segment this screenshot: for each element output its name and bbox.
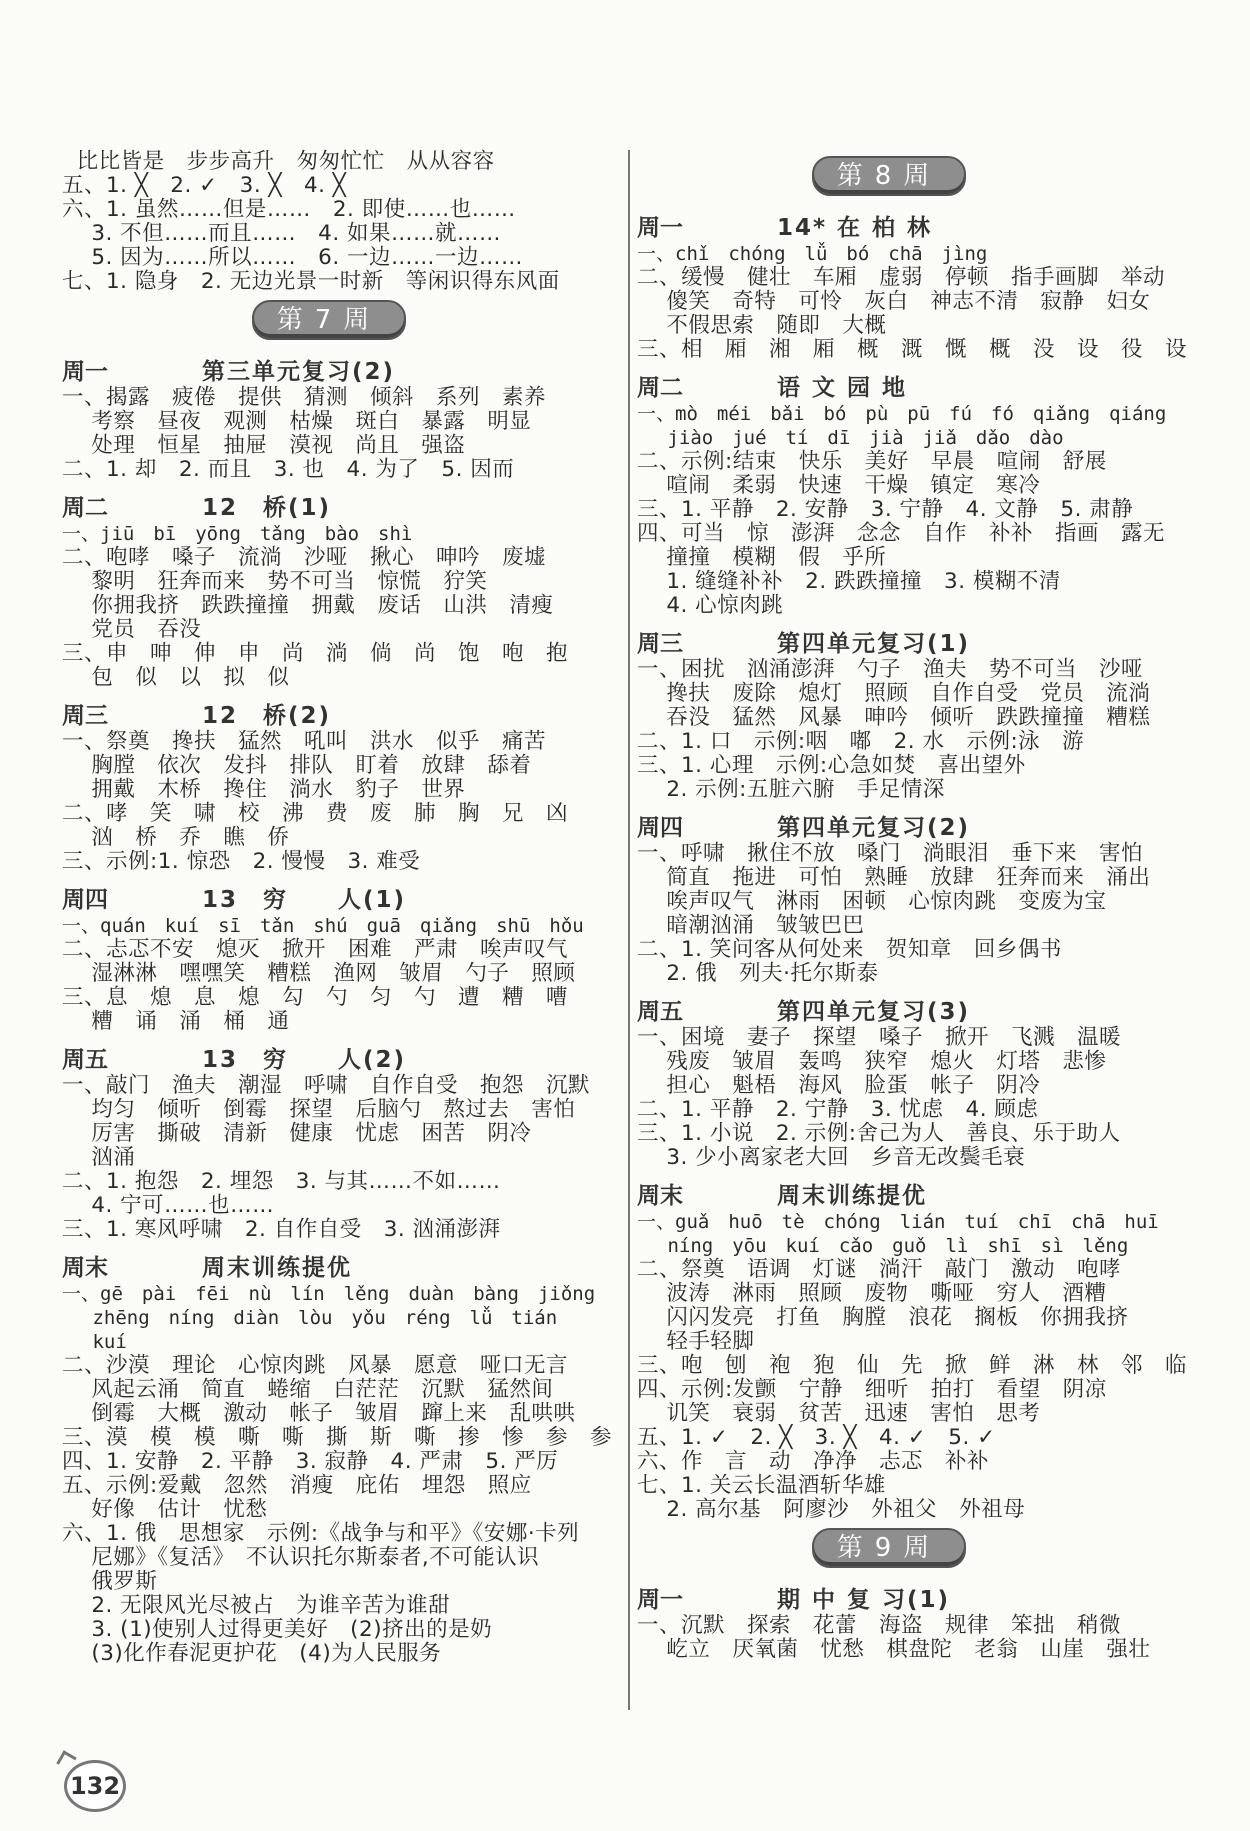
answer-line: 3. (1)使别人过得更美好 (2)挤出的是奶: [62, 1617, 493, 1642]
answer-line: 搀扶 废除 熄灯 照顾 自作自受 党员 流淌: [637, 681, 1151, 706]
week-banner: 第9周: [812, 1528, 966, 1568]
pinyin-answer-line: 一、quán kuí sī tǎn shú guā qiǎng shū hǒu: [62, 915, 584, 937]
answer-line: 一、困扰 汹涌澎湃 勺子 渔夫 势不可当 沙哑: [637, 657, 1144, 682]
section-day-label: 周四: [637, 815, 683, 841]
left-column: [62, 150, 622, 1666]
answer-line: 2. 无限风光尽被占 为谁辛苦为谁甜: [62, 1593, 451, 1618]
answer-line: 轻手轻脚: [637, 1329, 755, 1354]
answer-line: 屹立 厌氧菌 忧愁 棋盘陀 老翁 山崖 强壮: [637, 1637, 1151, 1662]
answer-line: 三、示例:1. 惊恐 2. 慢慢 3. 难受: [62, 849, 421, 874]
answer-line: 俄罗斯: [62, 1569, 158, 1594]
section-day-label: 周三: [637, 631, 683, 657]
section-header: [62, 346, 622, 386]
answer-line: 二、忐忑不安 熄灭 掀开 困难 严肃 唉声叹气: [62, 937, 569, 962]
answer-line: 三、1. 心理 示例:心急如焚 喜出望外: [637, 753, 1026, 778]
answer-line: 六、作 言 动 净净 忐忑 补补: [637, 1449, 990, 1474]
section-header: [62, 482, 622, 522]
answer-line: 四、可当 惊 澎湃 念念 自作 补补 指画 露无: [637, 521, 1166, 546]
section-day-label: 周三: [62, 703, 108, 729]
answer-line: 吞没 猛然 风暴 呻吟 倾听 跌跌撞撞 糟糕: [637, 705, 1151, 730]
section-day-label: 周一: [62, 359, 108, 385]
answer-line: 三、1. 寒风呼啸 2. 自作自受 3. 汹涌澎湃: [62, 1217, 501, 1242]
answer-line: 三、申 呻 伸 申 尚 淌 倘 尚 饱 咆 抱: [62, 641, 569, 666]
answer-line: 喧闹 柔弱 快速 干燥 镇定 寒冷: [637, 473, 1041, 498]
page-number: 132: [64, 1760, 126, 1812]
answer-line: 五、1. ╳ 2. ✓ 3. ╳ 4. ╳: [62, 173, 347, 198]
answer-line: 黎明 狂奔而来 势不可当 惊慌 狞笑: [62, 569, 488, 594]
week-banner: 第8周: [812, 156, 966, 196]
answer-line: 担心 魁梧 海风 脸蛋 帐子 阴冷: [637, 1073, 1041, 1098]
answer-line: 一、敲门 渔夫 潮湿 呼啸 自作自受 抱怨 沉默: [62, 1073, 591, 1098]
section-header: [637, 1574, 1197, 1614]
pinyin-answer-line: 一、mò méi bǎi bó pù pū fú fó qiǎng qiáng: [637, 403, 1167, 425]
answer-line: 4. 宁可……也……: [62, 1193, 275, 1218]
section-title: 第四单元复习(1): [777, 631, 971, 657]
week-banner: 第7周: [252, 300, 406, 340]
answer-line: 三、相 厢 湘 厢 概 溉 慨 概 没 设 役 设: [637, 337, 1188, 362]
section-day-label: 周末: [637, 1183, 683, 1209]
section-day-label: 周一: [637, 1587, 683, 1613]
answer-line: 3. 少小离家老大回 乡音无改鬓毛衰: [637, 1145, 1026, 1170]
section-day-label: 周四: [62, 887, 108, 913]
section-title: 第三单元复习(2): [202, 359, 396, 385]
pinyin-answer-line: 一、guǎ huō tè chóng lián tuí chī chā huī: [637, 1211, 1159, 1233]
section-day-label: 周末: [62, 1255, 108, 1281]
section-title: 12 桥(1): [202, 495, 332, 521]
pinyin-answer-line: 一、gē pài fēi nù lín lěng duàn bàng jiǒng: [62, 1283, 596, 1305]
answer-line: 处理 恒星 抽屉 漠视 尚且 强盗: [62, 433, 466, 458]
answer-line: 3. 不但……而且…… 4. 如果……就……: [62, 221, 502, 246]
section-day-label: 周一: [637, 215, 683, 241]
answer-line: 七、1. 关云长温酒斩华雄: [637, 1473, 886, 1498]
section-header: [637, 1170, 1197, 1210]
answer-line: 一、困境 妻子 探望 嗓子 掀开 飞溅 温暖: [637, 1025, 1122, 1050]
section-title: 14* 在 柏 林: [777, 215, 933, 241]
section-title: 12 桥(2): [202, 703, 332, 729]
pinyin-answer-line: kuí: [62, 1331, 127, 1353]
answer-line: 三、1. 小说 2. 示例:舍己为人 善良、乐于助人: [637, 1121, 1121, 1146]
section-title: 期 中 复 习(1): [777, 1587, 951, 1613]
right-column: [637, 150, 1197, 1662]
answer-line: 2. 俄 列夫·托尔斯泰: [637, 961, 879, 986]
answer-line: 二、缓慢 健壮 车厢 虚弱 停顿 指手画脚 举动: [637, 265, 1166, 290]
answer-line: 五、示例:爱戴 忽然 消瘦 庇佑 埋怨 照应: [62, 1473, 532, 1498]
answer-line: 2. 高尔基 阿廖沙 外祖父 外祖母: [637, 1497, 1026, 1522]
answer-line: 二、咆哮 嗓子 流淌 沙哑 揪心 呻吟 废墟: [62, 545, 547, 570]
pinyin-answer-line: zhēng níng diàn lòu yǒu réng lǚ tián: [62, 1307, 558, 1329]
answer-line: 党员 吞没: [62, 617, 202, 642]
answer-line: 三、息 熄 息 熄 勾 勺 匀 勺 遭 糟 嘈: [62, 985, 569, 1010]
answer-line: 三、1. 平静 2. 安静 3. 宁静 4. 文静 5. 肃静: [637, 497, 1134, 522]
answer-line: 不假思索 随即 大概: [637, 313, 887, 338]
answer-line: 考察 昼夜 观测 枯燥 斑白 暴露 明显: [62, 409, 532, 434]
answer-line: 二、1. 却 2. 而且 3. 也 4. 为了 5. 因而: [62, 457, 515, 482]
answer-line: 暗潮汹涌 皱皱巴巴: [637, 913, 865, 938]
answer-line: 厉害 撕破 清新 健康 忧虑 困苦 阴冷: [62, 1121, 532, 1146]
answer-line: 二、哮 笑 啸 校 沸 费 废 肺 胸 兄 凶: [62, 801, 569, 826]
answer-line: 包 似 以 拟 似: [62, 665, 290, 690]
answer-line: 拥戴 木桥 搀住 淌水 豹子 世界: [62, 777, 466, 802]
section-header: [637, 202, 1197, 242]
answer-line: 风起云涌 简直 蜷缩 白茫茫 沉默 猛然间: [62, 1377, 554, 1402]
answer-line: 均匀 倾听 倒霉 探望 后脑勺 熬过去 害怕: [62, 1097, 576, 1122]
answer-line: 湿淋淋 嘿嘿笑 糟糕 渔网 皱眉 勺子 照顾: [62, 961, 576, 986]
answer-line: 波涛 淋雨 照顾 废物 嘶哑 穷人 酒糟: [637, 1281, 1107, 1306]
answer-line: 三、漠 模 模 嘶 嘶 撕 斯 嘶 掺 惨 参 参: [62, 1425, 613, 1450]
answer-line: 一、呼啸 揪住不放 嗓门 淌眼泪 垂下来 害怕: [637, 841, 1144, 866]
answer-line: 撞撞 模糊 假 乎所: [637, 545, 887, 570]
answer-line: 二、1. 平静 2. 宁静 3. 忧虑 4. 顾虑: [637, 1097, 1039, 1122]
section-header: [637, 986, 1197, 1026]
answer-line: 三、咆 刨 袍 狍 仙 先 掀 鲜 淋 林 邻 临: [637, 1353, 1188, 1378]
answer-line: 汹 桥 乔 瞧 侨: [62, 825, 290, 850]
answer-line: 比比皆是 步步高升 匆匆忙忙 从从容容: [62, 149, 495, 174]
answer-line: 你拥我挤 跌跌撞撞 拥戴 废话 山洪 清瘦: [62, 593, 554, 618]
answer-line: 闪闪发亮 打鱼 胸膛 浪花 搁板 你拥我挤: [637, 1305, 1129, 1330]
section-day-label: 周二: [62, 495, 108, 521]
answer-line: 2. 示例:五脏六腑 手足情深: [637, 777, 945, 802]
section-header: [637, 362, 1197, 402]
section-title: 第四单元复习(3): [777, 999, 971, 1025]
section-title: 13 穷 人(2): [202, 1047, 407, 1073]
answer-line: 简直 拖进 可怕 熟睡 放肆 狂奔而来 涌出: [637, 865, 1151, 890]
pinyin-answer-line: 一、chǐ chóng lǚ bó chā jìng: [637, 243, 988, 265]
answer-line: 五、1. ✓ 2. ╳ 3. ╳ 4. ✓ 5. ✓: [637, 1425, 996, 1450]
answer-line: 二、示例:结束 快乐 美好 早晨 喧闹 舒展: [637, 449, 1107, 474]
answer-line: 六、1. 虽然……但是…… 2. 即使……也……: [62, 197, 516, 222]
answer-line: 5. 因为……所以…… 6. 一边……一边……: [62, 245, 524, 270]
answer-line: 胸膛 依次 发抖 排队 盯着 放肆 舔着: [62, 753, 532, 778]
answer-line: 残废 皱眉 轰鸣 狭窄 熄火 灯塔 悲惨: [637, 1049, 1107, 1074]
section-title: 语 文 园 地: [777, 375, 908, 401]
section-header: [62, 690, 622, 730]
answer-line: 4. 心惊肉跳: [637, 593, 784, 618]
answer-line: 1. 缝缝补补 2. 跌跌撞撞 3. 模糊不清: [637, 569, 1061, 594]
answer-line: 汹涌: [62, 1145, 136, 1170]
answer-line: 好像 估计 忧愁: [62, 1497, 268, 1522]
answer-line: 讥笑 衰弱 贫苦 迅速 害怕 思考: [637, 1401, 1041, 1426]
answer-line: 一、祭奠 搀扶 猛然 吼叫 洪水 似乎 痛苦: [62, 729, 547, 754]
section-header: [62, 874, 622, 914]
answer-line: 一、揭露 疲倦 提供 猜测 倾斜 系列 素养: [62, 385, 547, 410]
answer-line: 二、1. 笑问客从何处来 贺知章 回乡偶书: [637, 937, 1062, 962]
answer-line: 傻笑 奇特 可怜 灰白 神志不清 寂静 妇女: [637, 289, 1151, 314]
section-day-label: 周二: [637, 375, 683, 401]
section-day-label: 周五: [637, 999, 683, 1025]
pinyin-answer-line: níng yōu kuí cǎo guǒ lì shī sì lěng: [637, 1235, 1129, 1257]
section-title: 周末训练提优: [202, 1255, 352, 1281]
answer-line: 唉声叹气 淋雨 困顿 心惊肉跳 变废为宝: [637, 889, 1107, 914]
answer-line: 六、1. 俄 思想家 示例:《战争与和平》《安娜·卡列: [62, 1521, 580, 1546]
section-title: 13 穷 人(1): [202, 887, 407, 913]
answer-line: 一、沉默 探索 花蕾 海盗 规律 笨拙 稍微: [637, 1613, 1122, 1638]
section-header: [62, 1034, 622, 1074]
answer-line: 倒霉 大概 激动 帐子 皱眉 蹿上来 乱哄哄: [62, 1401, 576, 1426]
section-title: 周末训练提优: [777, 1183, 927, 1209]
pinyin-answer-line: 一、jiū bī yōng tǎng bào shì: [62, 523, 413, 545]
answer-line: 糟 诵 涌 桶 通: [62, 1009, 290, 1034]
answer-line: (3)化作春泥更护花 (4)为人民服务: [62, 1641, 442, 1666]
section-header: [637, 618, 1197, 658]
answer-line: 七、1. 隐身 2. 无边光景一时新 等闲识得东风面: [62, 269, 560, 294]
answer-line: 二、1. 抱怨 2. 埋怨 3. 与其……不如……: [62, 1169, 501, 1194]
pinyin-answer-line: jiào jué tí dī jià jiǎ dǎo dào: [637, 427, 1064, 449]
answer-line: 四、示例:发颤 宁静 细听 拍打 看望 阴凉: [637, 1377, 1107, 1402]
answer-line: 尼娜》《复活》 不认识托尔斯泰者,不可能认识: [62, 1545, 540, 1570]
section-day-label: 周五: [62, 1047, 108, 1073]
section-header: [637, 802, 1197, 842]
section-title: 第四单元复习(2): [777, 815, 971, 841]
answer-line: 二、沙漠 理论 心惊肉跳 风暴 愿意 哑口无言: [62, 1353, 569, 1378]
answer-line: 二、祭奠 语调 灯谜 淌汗 敲门 激动 咆哮: [637, 1257, 1122, 1282]
answer-line: 四、1. 安静 2. 平静 3. 寂静 4. 严肃 5. 严厉: [62, 1449, 559, 1474]
column-divider: [628, 150, 630, 1710]
answer-line: 二、1. 口 示例:咽 嘟 2. 水 示例:泳 游: [637, 729, 1085, 754]
section-header: [62, 1242, 622, 1282]
